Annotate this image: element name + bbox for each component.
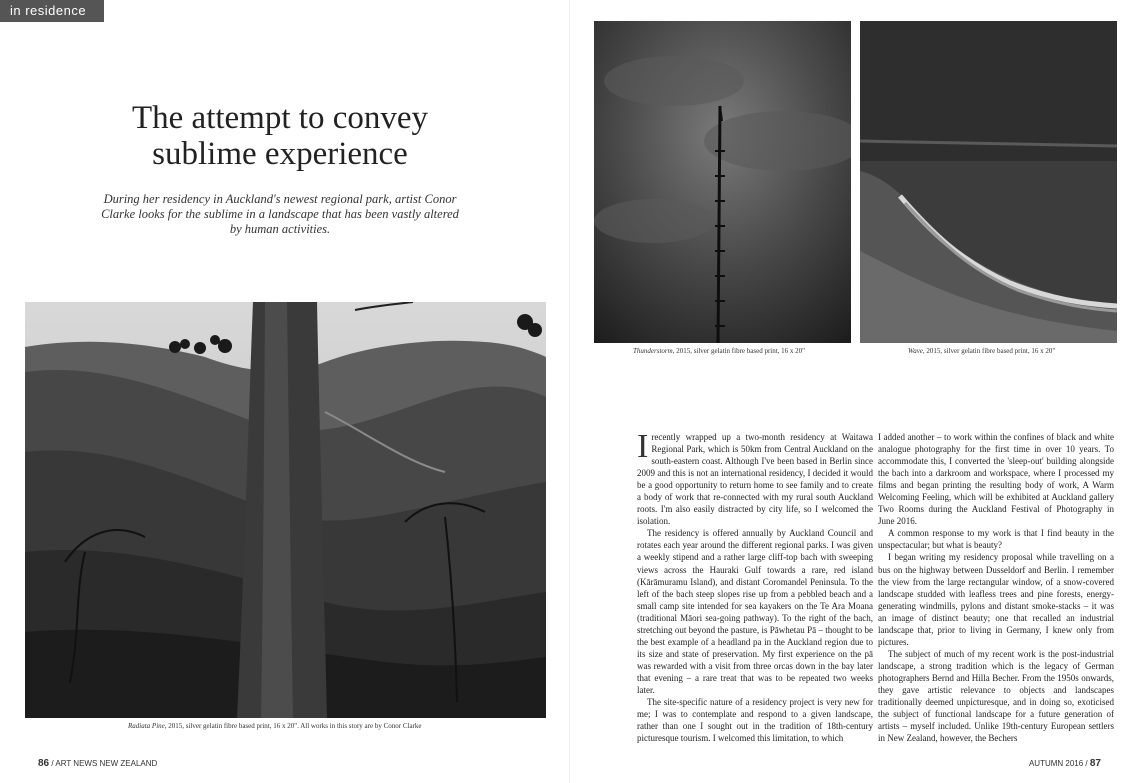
wave-photo [860, 21, 1117, 343]
page-gutter [569, 0, 570, 783]
headline-line-1: The attempt to convey [132, 100, 428, 136]
article-paragraph: I added another – to work within the confines of black and white analogue photography for the first time in over 10 years. To accommodate this, I converted the 'sleep-out' building alongside the bach into a darkroom and workspace, where I processed my films and began printing the resulting body of work, A Warm Welcoming Feeling, which will be exhibited at Auckland gallery Two Rooms during the Auckland Festival of Photography in June 2016. [878, 432, 1114, 527]
article-paragraph: I began writing my residency proposal while travelling on a bus on the highway between Dusseldorf and Berlin. I remember the view from the large rectangular window, of a snow-covered landscape studded with leafless trees and pine forests, energy-generating windmills, pylons and distant smoke-stacks – it was an image of distinct beauty; one that recalled an industrial landscape that, prior to living in Germany, I knew only from pictures. [878, 552, 1114, 647]
headline [60, 100, 500, 172]
folio-left-label: / ART NEWS NEW ZEALAND [51, 759, 158, 768]
drop-cap: I [637, 428, 649, 465]
thunderstorm-photo [594, 21, 851, 343]
page-number-right: 87 [1089, 758, 1101, 769]
article-paragraph: The subject of much of my recent work is the post-industrial landscape, a strong tradition which is the legacy of German photographers Bernd and Hilla Becher. From the 1950s onwards, they gave artistic relevance to objects and landscapes traditionally deemed unpicturesque, and in doing so, exoticised the subject of functional landscape for a future generation of artists – myself included. Unlike 19th-century European settlers in New Zealand, however, the Bechers [878, 648, 1114, 744]
folio-right [1029, 758, 1101, 769]
article-paragraph: The site-specific nature of a residency project is very new for me; I was to contemplate and respond to a given landscape, rather than one I sought out in the tradition of 18th-century picturesque tourism. I welcomed this limitation, to which [637, 697, 873, 744]
article-column-2 [878, 431, 1114, 744]
wave-caption-title: Wave [908, 347, 923, 355]
radiata-pine-caption-title: Radiata Pine [128, 722, 165, 730]
wave-caption-text: , 2015, silver gelatin fibre based print, 16 x 20" [922, 347, 1056, 355]
article-paragraph: The residency is offered annually by Auckland Council and rotates each year around the different regional parks. I was given a weekly stipend and a rather large cliff-top bach with sweeping views across the Hauraki Gulf towards a rare, red island (Kārāmuramu Island), and distant Coromandel Peninsula. To the left of the bach steep slopes rise up from a pebbled beach and a small camp site intended for sea kayakers on the Te Ara Moana (traditional Māori sea-going pathway). To the right of the bach, stretching out beyond the pasture, is Pāwhetau Pā – thought to be the best example of a headland pa in the Auckland region due to its size and state of preservation. My first experience on the pā was rewarded with a visit from three orcas down in the bay later that evening – a rare treat that was to be repeated two weeks later. [637, 528, 873, 695]
folio-left [38, 758, 157, 769]
article-paragraph-text: recently wrapped up a two-month residency at Waitawa Regional Park, which is 50km from Central Auckland on the south-eastern coast. Although I've been based in Berlin since 2009 and this is not an international residency, I decided it would be a good opportunity to return home to see family and to create a body of work that re-connected with my rural south Auckland roots. I'm also easily distracted by city life, so I welcomed the isolation. [637, 432, 873, 527]
headline-line-2: sublime experience [152, 136, 408, 172]
radiata-pine-caption [128, 722, 422, 730]
folio-right-label: AUTUMN 2016 / [1028, 759, 1088, 768]
page-number-left: 86 [38, 758, 50, 769]
article-paragraph: A common response to my work is that I find beauty in the unspectacular; but what is beauty? [878, 528, 1114, 551]
section-tag: in residence [0, 0, 104, 22]
radiata-pine-photo [25, 302, 546, 718]
article-paragraph [637, 428, 873, 527]
article-column-1 [637, 428, 873, 744]
standfirst: During her residency in Auckland's newest regional park, artist Conor Clarke looks for the sublime in a landscape that has been vastly altered by human activities. [101, 192, 459, 236]
thunderstorm-caption-title: Thunderstorm [633, 347, 673, 355]
wave-caption [908, 347, 1055, 355]
radiata-pine-caption-text: , 2015, silver gelatin fibre based print, 16 x 20". All works in this story are by Conor Clarke [164, 722, 422, 730]
thunderstorm-caption [633, 347, 805, 355]
thunderstorm-caption-text: , 2015, silver gelatin fibre based print, 16 x 20" [672, 347, 806, 355]
